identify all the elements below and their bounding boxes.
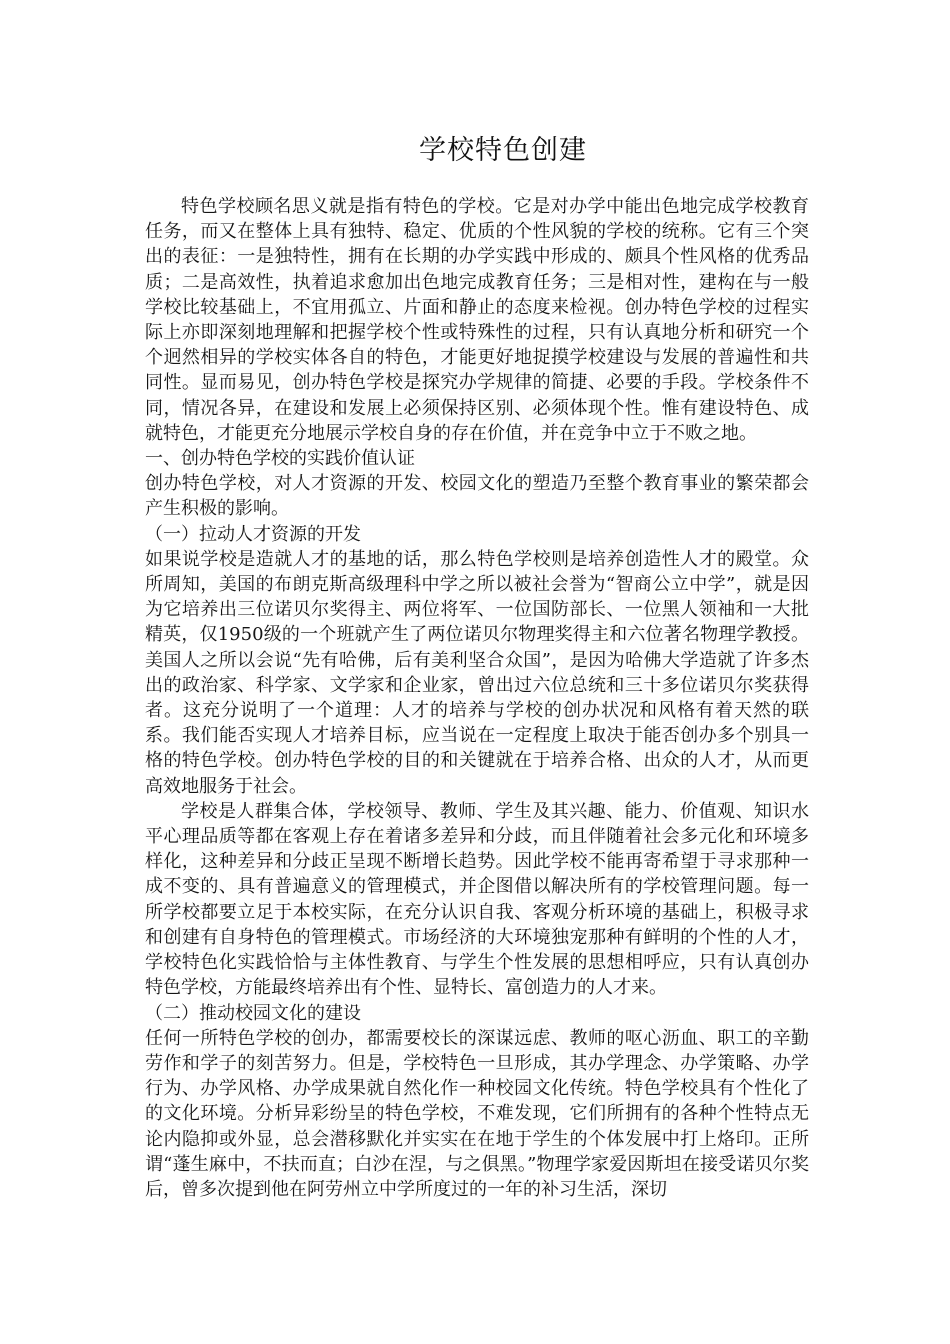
section-paragraph: 创办特色学校，对人才资源的开发、校园文化的塑造乃至整个教育事业的繁荣都会产生积极的影响。 — [145, 473, 809, 520]
intro-paragraph: 特色学校顾名思义就是指有特色的学校。它是对办学中能出色地完成学校教育任务，而又在整体上具有独特、稳定、优质的个性风貌的学校的统称。它有三个突出的表征：一是独特性，拥有在长期的办学实践中形成的、颇具个性风格的优秀品质；二是高效性，执着追求愈加出色地完成教育任务；三是相对性，建构在与一般学校比较基础上，不宜用孤立、片面和静止的态度来检视。创办特色学校的过程实际上亦即深刻地理解和把握学校个性或特殊性的过程，只有认真地分析和研究一个个迥然相异的学校实体各自的特色，才能更好地捉摸学校建设与发展的普遍性和共同性。显而易见，创办特色学校是探究办学规律的简捷、必要的手段。学校条件不同，情况各异，在建设和发展上必须保持区别、必须体现个性。惟有建设特色、成就特色，才能更充分地展示学校自身的存在价值，并在竞争中立于不败之地。 — [145, 196, 809, 444]
body-paragraph: 任何一所特色学校的创办，都需要校长的深谋远虑、教师的呕心沥血、职工的辛勤劳作和学子的刻苦努力。但是，学校特色一旦形成，其办学理念、办学策略、办学行为、办学风格、办学成果就自然化作一种校园文化传统。特色学校具有个性化了的文化环境。分析异彩纷呈的特色学校，不难发现，它们所拥有的各种个性特点无论内隐抑或外显，总会潜移默化并实实在在地于学生的个体发展中打上烙印。正所谓“蓬生麻中，不扶而直；白沙在涅，与之俱黑。”物理学家爱因斯坦在接受诺贝尔奖后，曾多次提到他在阿劳州立中学所度过的一年的补习生活，深切 — [145, 1027, 809, 1200]
body-paragraph: 学校是人群集合体，学校领导、教师、学生及其兴趣、能力、价值观、知识水平心理品质等都在客观上存在着诸多差异和分歧，而且伴随着社会多元化和环境多样化，这种差异和分歧正呈现不断增长趋势。因此学校不能再寄希望于寻求那种一成不变的、具有普遍意义的管理模式，并企图借以解决所有的学校管理问题。每一所学校都要立足于本校实际，在充分认识自我、客观分析环境的基础上，积极寻求和创建有自身特色的管理模式。市场经济的大环境独宠那种有鲜明的个性的人才，学校特色化实践恰恰与主体性教育、与学生个性发展的思想相呼应，只有认真创办特色学校，方能最终培养出有个性、显特长、富创造力的人才来。 — [145, 800, 809, 999]
document-title: 学校特色创建 — [419, 135, 587, 166]
body-paragraph: 如果说学校是造就人才的基地的话，那么特色学校则是培养创造性人才的殿堂。众所周知，美国的布朗克斯高级理科中学之所以被社会誉为“智商公立中学”，就是因为它培养出三位诺贝尔奖得主、两位将军、一位国防部长、一位黑人领袖和一大批精英，仅1950级的一个班就产生了两位诺贝尔物理奖得主和六位著名物理学教授。美国人之所以会说“先有哈佛，后有美利坚合众国”，是因为哈佛大学造就了许多杰出的政治家、科学家、文学家和企业家，曾出过六位总统和三十多位诺贝尔奖获得者。这充分说明了一个道理：人才的培养与学校的创办状况和风格有着天然的联系。我们能否实现人才培养目标，应当说在一定程度上取决于能否创办多个别具一格的特色学校。创办特色学校的目的和关键就在于培养合格、出众的人才，从而更高效地服务于社会。 — [145, 548, 809, 797]
document-body — [145, 194, 809, 1202]
subsection-heading: （二）推动校园文化的建设 — [145, 1002, 361, 1024]
subsection-heading: （一）拉动人才资源的开发 — [145, 523, 361, 545]
section-heading: 一、创办特色学校的实践价值认证 — [145, 448, 415, 470]
